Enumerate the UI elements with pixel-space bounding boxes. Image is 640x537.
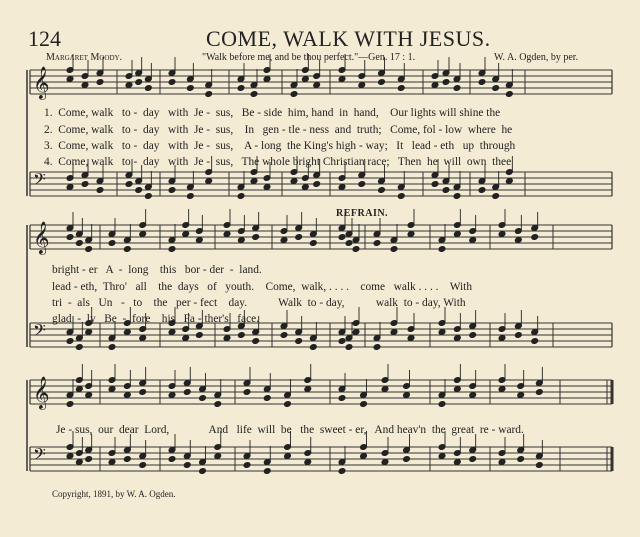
note-head (453, 193, 461, 200)
author-credit: Margaret Moody. (46, 52, 123, 63)
note-head (284, 401, 292, 408)
note-head (124, 246, 132, 253)
note-head (302, 184, 310, 191)
lyric-line: 3. Come, walk to - day with Je - sus, A - long the King's high - way; It lead - eth up through (44, 140, 516, 152)
note-head (66, 184, 74, 191)
note-head (403, 392, 411, 399)
note-head (108, 240, 116, 247)
note-head (531, 338, 539, 345)
lyric-line: lead - eth, Thro' all the days of youth. Come, walk, . . . . come walk . . . . With (52, 281, 473, 293)
note-head (454, 459, 462, 466)
note-head (381, 459, 389, 466)
note-head (373, 240, 381, 247)
note-head (498, 231, 506, 238)
note-head (76, 386, 84, 393)
note-head (66, 401, 74, 408)
note-head (438, 401, 446, 408)
note-head (407, 335, 415, 342)
note-head (431, 181, 439, 188)
note-head (139, 335, 147, 342)
note-head (302, 76, 310, 83)
note-head (397, 193, 405, 200)
treble-clef-icon: 𝄞 (33, 376, 50, 409)
note-head (515, 332, 523, 339)
refrain-label: REFRAIN. (336, 208, 389, 219)
note-head (76, 344, 84, 351)
note-head (124, 329, 132, 336)
note-head (183, 389, 191, 396)
note-head (338, 338, 346, 345)
note-head (310, 344, 318, 351)
note-head (238, 332, 246, 339)
copyright-notice: Copyright, 1891, by W. A. Ogden. (52, 489, 176, 499)
note-head (238, 237, 246, 244)
note-head (96, 187, 104, 194)
note-head (280, 237, 288, 244)
note-head (280, 332, 288, 339)
note-head (284, 453, 292, 460)
note-head (263, 184, 271, 191)
note-head (168, 329, 176, 336)
note-head (76, 459, 84, 466)
note-head (252, 338, 260, 345)
note-head (168, 79, 176, 86)
note-head (139, 389, 147, 396)
note-head (378, 79, 386, 86)
note-head (108, 386, 116, 393)
note-head (454, 386, 462, 393)
note-head (378, 187, 386, 194)
note-head (183, 462, 191, 469)
note-head (506, 178, 514, 185)
note-head (81, 82, 89, 89)
scripture-reference: "Walk before me, and be thou perfect."—Gen. 17 : 1. (202, 52, 416, 63)
lyric-line: glad - ly Be - fore his Fa - ther's face. (52, 313, 260, 325)
note-head (454, 335, 462, 342)
note-head (187, 193, 195, 200)
note-head (352, 246, 360, 253)
note-head (205, 91, 213, 98)
note-head (517, 392, 525, 399)
note-head (199, 395, 207, 402)
note-head (66, 76, 74, 83)
note-head (360, 401, 368, 408)
note-head (498, 335, 506, 342)
note-head (135, 187, 143, 194)
note-head (196, 332, 204, 339)
note-head (182, 231, 190, 238)
lyric-line: bright - er A - long this bor - der - land. (52, 264, 262, 276)
note-head (135, 79, 143, 86)
note-head (390, 246, 398, 253)
note-head (252, 234, 260, 241)
note-head (223, 335, 231, 342)
note-head (498, 459, 506, 466)
note-head (313, 82, 321, 89)
note-head (182, 335, 190, 342)
note-head (498, 386, 506, 393)
note-head (85, 392, 93, 399)
note-head (290, 91, 298, 98)
note-head (338, 184, 346, 191)
lyric-line: tri - als Un - to the per - fect day. Walk to - day, walk to - day, With (52, 297, 466, 309)
note-head (223, 231, 231, 238)
note-head (237, 85, 245, 92)
note-head (145, 85, 153, 92)
note-head (390, 329, 398, 336)
note-head (108, 344, 116, 351)
lyric-line: 1. Come, walk to - day with Je - sus, Be - side him, hand in hand, Our lights will shine the (44, 107, 501, 119)
lyric-line: Je - sus, our dear Lord, And life will be the sweet - er, And heav'n the great re - ward. (56, 424, 524, 436)
note-head (536, 389, 544, 396)
note-head (438, 246, 446, 253)
note-head (338, 468, 346, 475)
note-head (139, 231, 147, 238)
bass-clef-icon: 𝄢 (33, 444, 46, 468)
note-head (407, 231, 415, 238)
note-head (338, 76, 346, 83)
note-head (442, 187, 450, 194)
note-head (358, 181, 366, 188)
note-head (352, 329, 360, 336)
note-head (313, 181, 321, 188)
lyric-line: 2. Come, walk to - day with Je - sus, In gen - tle - ness and truth; Come, fol - low where he (44, 124, 513, 136)
note-head (214, 401, 222, 408)
note-head (81, 181, 89, 188)
note-head (338, 395, 346, 402)
note-head (263, 76, 271, 83)
note-head (243, 462, 251, 469)
note-head (403, 456, 411, 463)
note-head (168, 392, 176, 399)
bass-clef-icon: 𝄢 (33, 320, 46, 344)
note-head (469, 392, 477, 399)
note-head (438, 453, 446, 460)
note-head (125, 82, 133, 89)
note-head (338, 234, 346, 241)
note-head (478, 187, 486, 194)
note-head (250, 178, 258, 185)
note-head (304, 386, 312, 393)
note-head (66, 453, 74, 460)
note-head (85, 329, 93, 336)
note-head (345, 344, 353, 351)
note-head (76, 240, 84, 247)
note-head (453, 85, 461, 92)
note-head (187, 85, 195, 92)
note-head (263, 468, 271, 475)
note-head (214, 453, 222, 460)
note-head (66, 234, 74, 241)
note-head (492, 193, 500, 200)
note-head (139, 462, 147, 469)
note-head (492, 85, 500, 92)
note-head (381, 386, 389, 393)
note-head (517, 456, 525, 463)
note-head (199, 468, 207, 475)
note-head (96, 79, 104, 86)
note-head (454, 231, 462, 238)
note-head (85, 246, 93, 253)
hymn-number: 124 (28, 26, 61, 51)
note-head (515, 237, 523, 244)
note-head (237, 193, 245, 200)
note-head (360, 453, 368, 460)
lyric-line: 4. Come, walk to - day with Je - sus, The whole bright Christian race; Then he will own thee (44, 156, 512, 168)
treble-clef-icon: 𝄞 (33, 221, 50, 254)
note-head (168, 456, 176, 463)
note-head (290, 178, 298, 185)
note-head (250, 91, 258, 98)
note-head (431, 82, 439, 89)
note-head (345, 240, 353, 247)
note-head (310, 240, 318, 247)
note-head (469, 456, 477, 463)
note-head (243, 389, 251, 396)
treble-clef-icon: 𝄞 (33, 66, 50, 99)
note-head (145, 193, 153, 200)
note-head (196, 237, 204, 244)
note-head (358, 82, 366, 89)
note-head (442, 79, 450, 86)
note-head (168, 187, 176, 194)
bass-clef-icon: 𝄢 (33, 169, 46, 193)
note-head (397, 85, 405, 92)
note-head (469, 332, 477, 339)
composer-credit: W. A. Ogden, by per. (494, 52, 579, 63)
note-head (506, 91, 514, 98)
note-head (124, 456, 132, 463)
note-head (108, 459, 116, 466)
note-head (536, 462, 544, 469)
note-head (125, 181, 133, 188)
note-head (478, 79, 486, 86)
note-head (295, 338, 303, 345)
hymn-title: COME, WALK WITH JESUS. (206, 26, 491, 51)
note-head (373, 344, 381, 351)
note-head (263, 395, 271, 402)
note-head (124, 392, 132, 399)
note-head (438, 329, 446, 336)
note-head (168, 246, 176, 253)
note-head (304, 459, 312, 466)
note-head (66, 338, 74, 345)
note-head (295, 234, 303, 241)
note-head (85, 456, 93, 463)
note-head (469, 237, 477, 244)
note-head (531, 234, 539, 241)
note-head (205, 178, 213, 185)
